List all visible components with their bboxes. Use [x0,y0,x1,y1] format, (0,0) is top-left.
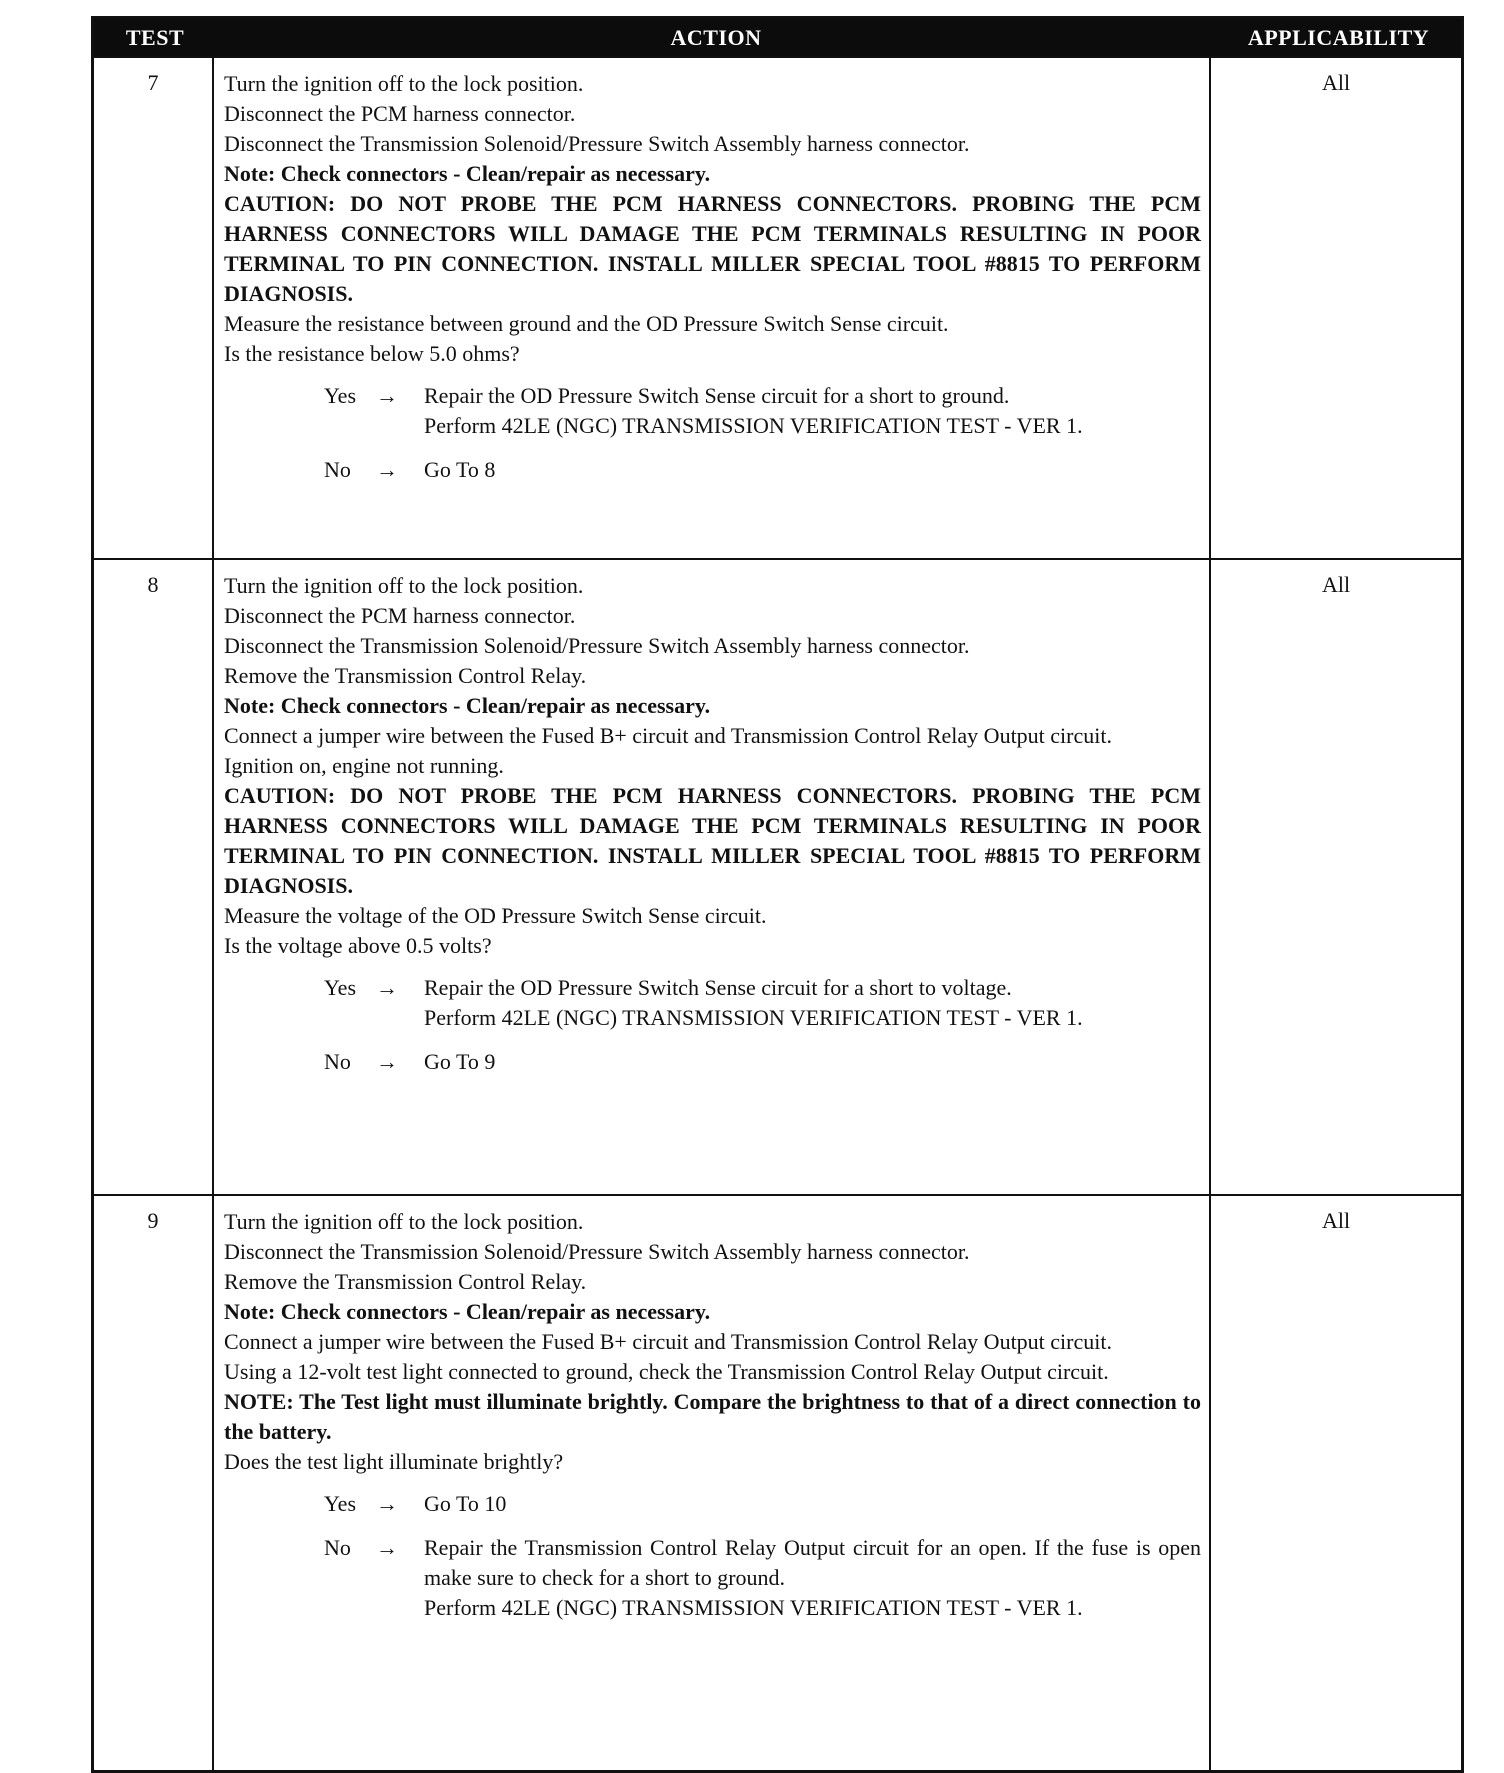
yes-response [324,381,1201,441]
yes-text-verification: Perform 42LE (NGC) TRANSMISSION VERIFICATION TEST - VER 1. [424,413,1083,438]
no-response [324,1533,1201,1623]
question: Is the voltage above 0.5 volts? [224,933,492,958]
yes-text: Repair the OD Pressure Switch Sense circuit for a short to voltage. [424,975,1012,1000]
arrow-icon: → [376,457,398,482]
arrow-icon: → [376,383,398,408]
yes-text: Go To 10 [424,1491,507,1516]
no-text: Repair the Transmission Control Relay Output circuit for an open. If the fuse is open make sure to check for a short to ground. [424,1535,1201,1590]
step: Ignition on, engine not running. [224,753,504,778]
step: Turn the ignition off to the lock position. [224,71,584,96]
yes-text: Repair the OD Pressure Switch Sense circuit for a short to ground. [424,383,1010,408]
caution: CAUTION: DO NOT PROBE THE PCM HARNESS CONNECTORS. PROBING THE PCM HARNESS CONNECTORS WILL DAMAGE THE PCM TERMINALS RESULTING IN POOR TERMINAL TO PIN CONNECTION. INSTALL MILLER SPECIAL TOOL #8815 TO PERFORM DIAGNOSIS. [224,783,1201,898]
test-number: 7 [94,58,214,558]
action-cell [214,58,1211,558]
step: Connect a jumper wire between the Fused B+ circuit and Transmission Control Relay Output circuit. [224,1329,1112,1354]
table-header [94,19,1461,56]
applicability: All [1321,70,1351,95]
note: Note: Check connectors - Clean/repair as necessary. [224,1299,711,1324]
arrow-icon: → [376,975,398,1000]
step: Disconnect the Transmission Solenoid/Pressure Switch Assembly harness connector. [224,633,970,658]
header-test: TEST [125,24,185,50]
yes-response [324,1489,1201,1519]
test-number: 9 [94,1196,214,1770]
step: Remove the Transmission Control Relay. [224,663,587,688]
step: Disconnect the Transmission Solenoid/Pressure Switch Assembly harness connector. [224,131,970,156]
note: Note: Check connectors - Clean/repair as necessary. [224,693,711,718]
table-row [94,1194,1461,1770]
step: Turn the ignition off to the lock position. [224,1209,584,1234]
step: Remove the Transmission Control Relay. [224,1269,587,1294]
arrow-icon: → [376,1491,398,1516]
measure-step: Measure the resistance between ground and the OD Pressure Switch Sense circuit. [224,311,949,336]
step: Using a 12-volt test light connected to ground, check the Transmission Control Relay Output circuit. [224,1359,1109,1384]
step: Connect a jumper wire between the Fused B+ circuit and Transmission Control Relay Output circuit. [224,723,1112,748]
caution: CAUTION: DO NOT PROBE THE PCM HARNESS CONNECTORS. PROBING THE PCM HARNESS CONNECTORS WILL DAMAGE THE PCM TERMINALS RESULTING IN POOR TERMINAL TO PIN CONNECTION. INSTALL MILLER SPECIAL TOOL #8815 TO PERFORM DIAGNOSIS. [224,191,1201,306]
yes-text-verification: Perform 42LE (NGC) TRANSMISSION VERIFICATION TEST - VER 1. [424,1005,1083,1030]
no-response [324,455,1201,485]
action-cell [214,1196,1211,1770]
note: Note: Check connectors - Clean/repair as necessary. [224,161,711,186]
no-label: No [324,1535,351,1560]
no-text-verification: Perform 42LE (NGC) TRANSMISSION VERIFICATION TEST - VER 1. [424,1595,1083,1620]
table-row [94,558,1461,1194]
test-light-note: NOTE: The Test light must illuminate brightly. Compare the brightness to that of a direct connection to the battery. [224,1389,1201,1444]
measure-step: Measure the voltage of the OD Pressure Switch Sense circuit. [224,903,767,928]
no-text: Go To 9 [424,1049,496,1074]
step: Turn the ignition off to the lock position. [224,573,584,598]
header-action: ACTION [670,24,762,50]
action-cell [214,560,1211,1194]
no-label: No [324,1049,351,1074]
yes-label: Yes [324,975,357,1000]
step: Disconnect the Transmission Solenoid/Pressure Switch Assembly harness connector. [224,1239,970,1264]
header-applicability: APPLICABILITY [1247,24,1430,50]
applicability: All [1321,572,1351,597]
question: Is the resistance below 5.0 ohms? [224,341,520,366]
no-label: No [324,457,351,482]
diagnostic-table [91,16,1464,1773]
arrow-icon: → [376,1535,398,1560]
yes-label: Yes [324,1491,357,1516]
table-row [94,56,1461,558]
no-text: Go To 8 [424,457,496,482]
step: Disconnect the PCM harness connector. [224,603,576,628]
no-response [324,1047,1201,1077]
arrow-icon: → [376,1049,398,1074]
question: Does the test light illuminate brightly? [224,1449,564,1474]
yes-response [324,973,1201,1033]
step: Disconnect the PCM harness connector. [224,101,576,126]
yes-label: Yes [324,383,357,408]
test-number: 8 [94,560,214,1194]
applicability: All [1321,1208,1351,1233]
